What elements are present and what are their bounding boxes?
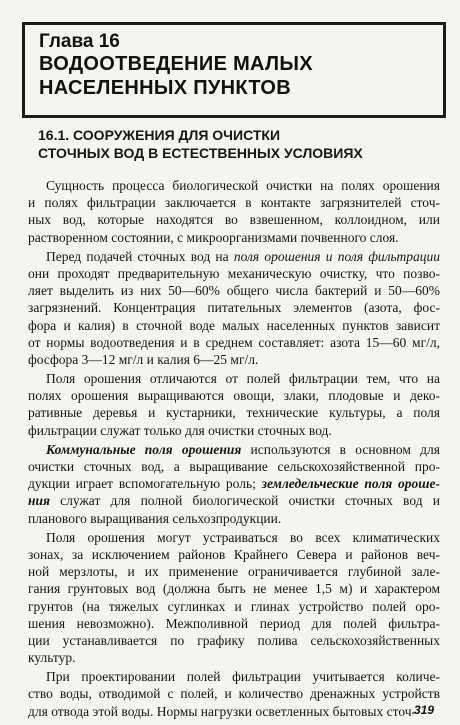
paragraph xyxy=(28,441,440,527)
text-line: ции устанавливается по графику полива сельскохозяйственных xyxy=(28,632,440,648)
text-line: шения невозможно). Межполивной период для полей фильтра- xyxy=(28,615,440,631)
text-line: Поля орошения отличаются от полей фильтрации тем, что на xyxy=(46,371,440,387)
text-line: ной мерзлоты, и их применение ограничивается глубиной зале- xyxy=(28,564,440,580)
text-line: гания грунтовых вод (должна быть не менее 1,5 м) и характером xyxy=(28,581,440,597)
paragraph xyxy=(28,370,440,439)
chapter-title-line-2: НАСЕЛЕННЫХ ПУНКТОВ xyxy=(39,77,291,99)
paragraph xyxy=(28,248,440,368)
text-line: очистки сточных вод, а выращивание сельскохозяйственной про- xyxy=(28,459,440,474)
text-line: Поля орошения могут устраиваться во всех климатических xyxy=(46,529,440,545)
text-run: дукции играет вспомогательную роль; xyxy=(28,476,262,492)
text-line: фосфора 3—12 мг/л и калия 6—25 мг/л. xyxy=(28,351,259,367)
text-line: загрязнений. Концентрация питательных элементов (азота, фос- xyxy=(28,300,440,316)
text-line: растворенном состоянии, с микроорганизмами почвенного слоя. xyxy=(28,229,399,245)
text-line: ративные деревья и кустарники, технические культуры, а поля xyxy=(28,405,440,421)
section-heading-line-1: 16.1. СООРУЖЕНИЯ ДЛЯ ОЧИСТКИ xyxy=(38,127,281,143)
text-run: Перед подачей сточных вод на xyxy=(46,248,234,264)
text-line xyxy=(28,248,440,265)
text-line: фильтрации служат только для очистки сточных вод. xyxy=(28,422,332,438)
bold-italic-term: ния xyxy=(28,493,50,509)
text-line xyxy=(28,492,440,509)
text-run: используются в основном для xyxy=(241,441,441,457)
section-heading xyxy=(38,126,438,162)
bold-italic-term: земледельческие поля ороше- xyxy=(261,476,440,492)
bold-italic-term: Коммунальные поля орошения xyxy=(46,441,242,457)
text-line: Сущность процесса биологической очистки на полях орошения xyxy=(46,178,440,193)
chapter-title-line-1: ВОДООТВЕДЕНИЕ МАЛЫХ xyxy=(39,53,313,75)
text-line xyxy=(28,441,440,458)
body-text xyxy=(28,177,440,722)
text-line: При проектировании полей фильтрации учитывается количе- xyxy=(46,669,440,685)
text-line: для отвода этой воды. Нормы нагрузки осветленных бытовых сточ- xyxy=(28,703,417,719)
paragraph xyxy=(28,668,440,720)
text-line: и полях фильтрации заключается в контакте загрязнителей сточ- xyxy=(28,195,440,211)
text-line: планового выращивания сельхозпродукции. xyxy=(28,510,282,526)
text-line: ных вод, которые находятся во взвешенном, коллоидном, или xyxy=(28,212,440,228)
text-line: от нормы водоотведения и в среднем составляет: азота 15—60 мг/л, xyxy=(28,334,440,350)
text-line xyxy=(28,475,440,492)
text-line: грунтов (на тяжелых суглинках и глинах устройство полей оро- xyxy=(28,598,440,614)
paragraph xyxy=(28,177,440,246)
chapter-label: Глава 16 xyxy=(39,31,120,52)
text-line: ляет выделить из них 50—60% общего числа бактерий и 50—60% xyxy=(28,283,440,299)
text-line: полях орошения выращиваются овощи, злаки, плодовые и деко- xyxy=(28,388,440,404)
italic-term: поля орошения и поля фильтрации xyxy=(233,248,440,264)
page-number: 319 xyxy=(414,703,435,717)
text-line: они проходят предварительную механическую очистку, что позво- xyxy=(28,265,440,281)
paragraph xyxy=(28,529,440,667)
text-run: служат для полной биологической очистки сточных вод и xyxy=(49,493,440,509)
text-line: ство воды, отводимой с полей, и количество дренажных устройств xyxy=(28,686,440,702)
text-line: фора и калия) в сточной воде малых населенных пунктов зависит xyxy=(28,317,440,333)
text-line: зонах, за исключением районов Крайнего Севера и районов веч- xyxy=(28,546,440,562)
chapter-header-box xyxy=(22,22,446,118)
text-line: культур. xyxy=(28,650,76,666)
section-heading-line-2: СТОЧНЫХ ВОД В ЕСТЕСТВЕННЫХ УСЛОВИЯХ xyxy=(38,145,363,161)
